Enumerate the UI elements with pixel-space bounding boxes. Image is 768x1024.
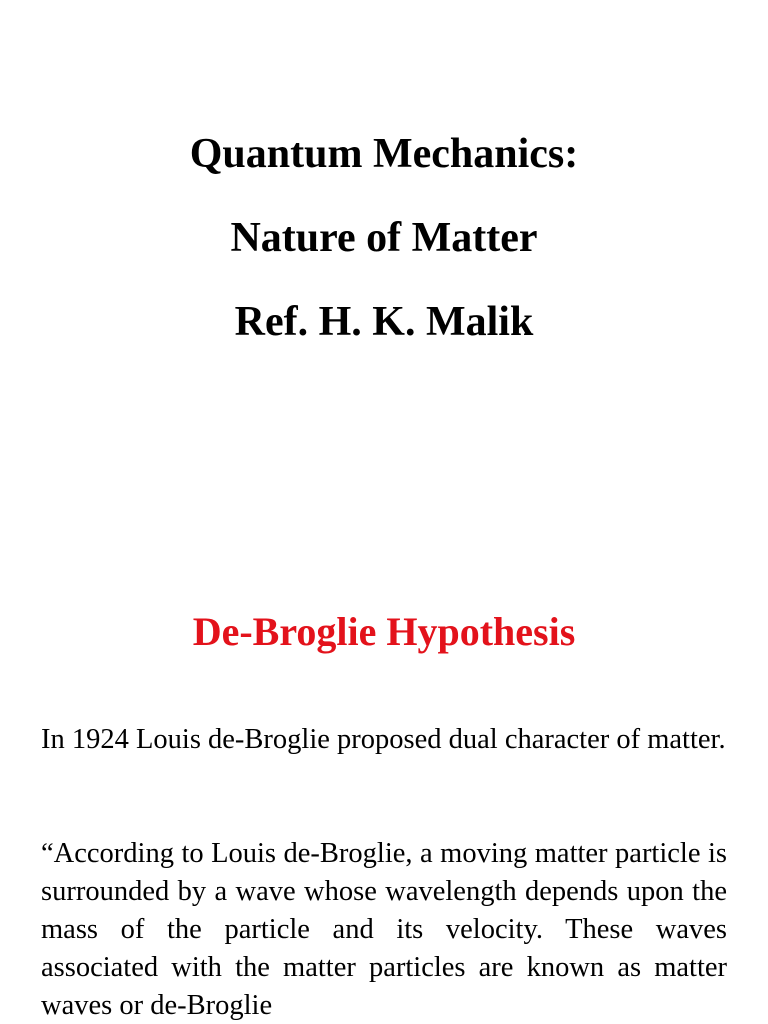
quote-paragraph: “According to Louis de-Broglie, a moving matter particle is surrounded by a wave whose wavelength depends upon the mass of the particle and its velocity. These waves associated with the matter particles are known as matter waves or de-Broglie bbox=[41, 838, 727, 1021]
title-line-3: Ref. H. K. Malik bbox=[234, 299, 534, 345]
title-line-2: Nature of Matter bbox=[230, 215, 538, 261]
title-line-1: Quantum Mechanics: bbox=[189, 131, 579, 177]
intro-paragraph: In 1924 Louis de-Broglie proposed dual character of matter. bbox=[41, 724, 726, 755]
section-heading: De-Broglie Hypothesis bbox=[192, 609, 576, 654]
